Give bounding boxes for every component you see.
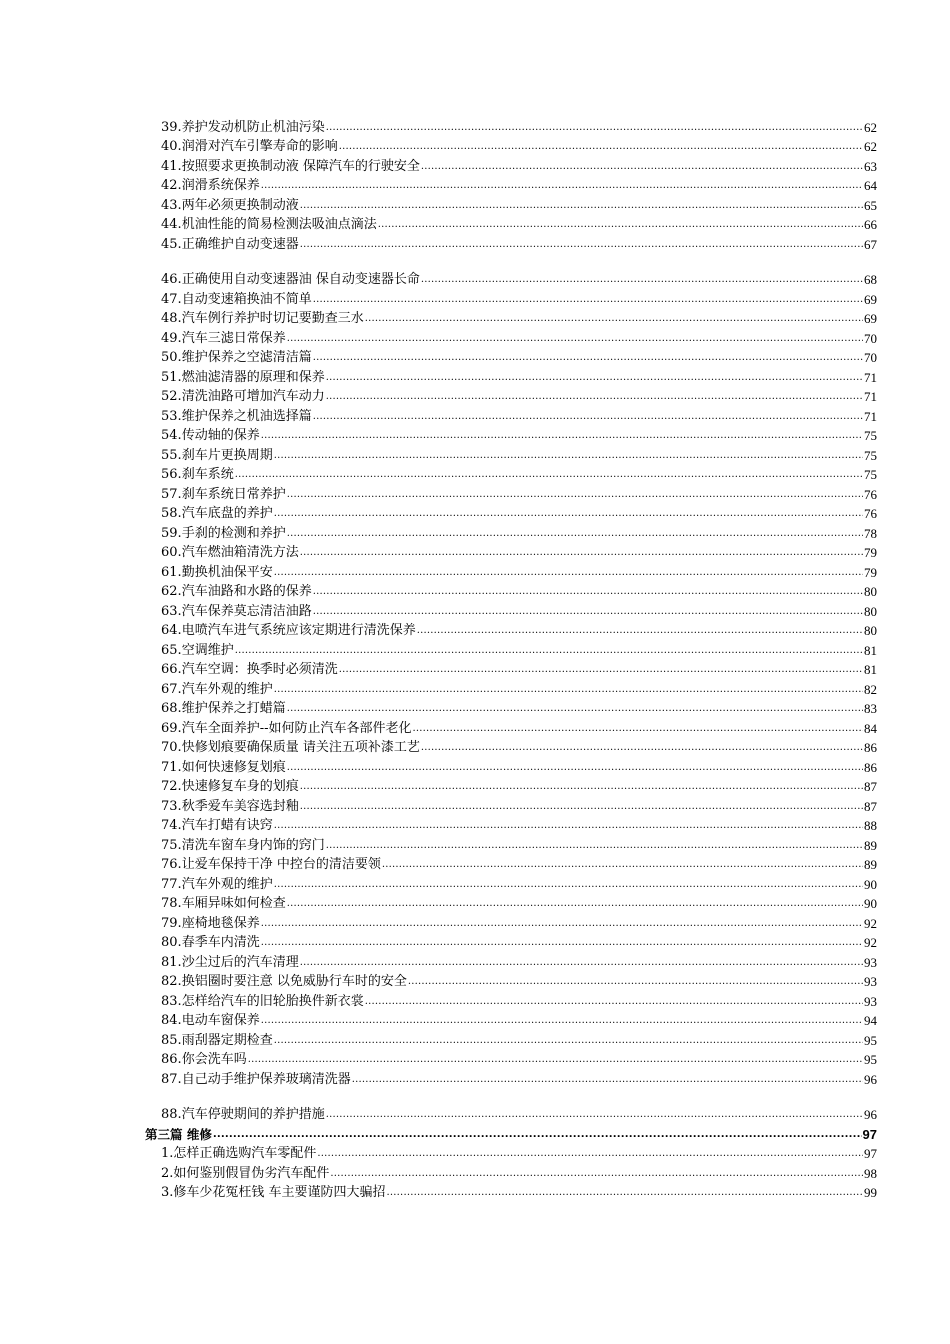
toc-page-number: 99: [864, 1185, 877, 1200]
toc-page-number: 62: [864, 139, 877, 154]
toc-entry-title: 汽车外观的维护: [181, 876, 273, 892]
toc-dot-leader: [352, 1074, 863, 1088]
toc-dot-leader: [274, 684, 863, 698]
toc-dot-leader: [287, 703, 863, 717]
toc-dot-leader: [421, 742, 863, 756]
toc-dot-leader: [313, 294, 863, 308]
toc-entry-number: 63.: [161, 603, 182, 619]
toc-entry-number: 73.: [161, 798, 182, 814]
toc-dot-leader: [378, 219, 863, 233]
toc-entry[interactable]: [161, 912, 877, 932]
toc-entry-title: 清洗车窗车身内饰的窍门: [181, 837, 325, 853]
toc-page-number: 71: [864, 369, 877, 385]
toc-entry[interactable]: [161, 815, 877, 835]
toc-page-number: 70: [864, 350, 877, 365]
toc-dot-leader: [261, 180, 863, 194]
toc-entry-number: 78.: [161, 896, 182, 911]
toc-entry-number: 40.: [161, 139, 182, 154]
toc-page-number: 63: [864, 158, 877, 174]
toc-entry-number: 84.: [161, 1013, 182, 1028]
toc-page-number: 82: [864, 681, 877, 697]
toc-entry-title: 秋季爱车美容选封釉: [181, 798, 299, 814]
toc-dot-leader: [274, 450, 863, 464]
toc-entry-number: 43.: [161, 197, 182, 213]
toc-entry-title: 汽车全面养护--如何防止汽车各部件老化: [181, 720, 412, 736]
toc-dot-leader: [313, 411, 863, 425]
toc-dot-leader: [300, 801, 863, 815]
toc-entry-number: 52.: [161, 389, 182, 404]
toc-entry-title: 车厢异味如何检查: [181, 896, 286, 911]
toc-entry[interactable]: [161, 308, 877, 328]
toc-entry-title: 第三篇 维修: [145, 1126, 212, 1142]
toc-page-number: 89: [864, 837, 877, 853]
toc-page-number: 80: [864, 584, 877, 599]
toc-entry[interactable]: [161, 717, 877, 737]
toc-dot-leader: [317, 1148, 863, 1162]
toc-page-number: 80: [864, 623, 877, 638]
toc-dot-leader: [235, 469, 863, 483]
toc-entry-title: 汽车停驶期间的养护措施: [181, 1107, 325, 1122]
toc-dot-leader: [382, 859, 863, 873]
toc-entry[interactable]: [161, 1010, 877, 1030]
toc-dot-leader: [387, 1187, 863, 1201]
toc-entry-title: 沙尘过后的汽车清理: [181, 954, 299, 970]
toc-entry-title: 空调维护: [181, 642, 234, 658]
toc-entry-title: 清洗油路可增加汽车动力: [181, 389, 325, 404]
toc-dot-leader: [235, 645, 863, 659]
toc-dot-leader: [421, 274, 863, 288]
toc-entry-title: 按照要求更换制动液 保障汽车的行驶安全: [181, 158, 420, 174]
toc-entry-title: 座椅地毯保养: [181, 915, 260, 931]
toc-entry-title: 汽车保养莫忘清洁油路: [181, 603, 312, 619]
toc-entry[interactable]: [161, 795, 877, 815]
toc-entry-title: 电喷汽车进气系统应该定期进行清洗保养: [181, 623, 416, 638]
toc-dot-leader: [408, 976, 863, 990]
toc-entry[interactable]: [161, 386, 877, 406]
toc-dot-leader: [261, 937, 863, 951]
toc-entry[interactable]: [161, 678, 877, 698]
toc-entry-number: 88.: [161, 1107, 182, 1122]
toc-page-number: 96: [864, 1071, 877, 1087]
toc-entry-number: 45.: [161, 236, 182, 252]
toc-entry-number: 60.: [161, 545, 182, 560]
toc-entry[interactable]: [161, 136, 877, 156]
toc-entry[interactable]: [161, 288, 877, 308]
toc-entry[interactable]: [161, 405, 877, 425]
toc-page-number: 76: [864, 486, 877, 502]
toc-entry[interactable]: [161, 776, 877, 796]
toc-entry[interactable]: [161, 522, 877, 542]
toc-entry[interactable]: [161, 233, 877, 253]
toc-entry-title: 换铝圈时要注意 以免威胁行车时的安全: [181, 974, 407, 989]
toc-entry-title: 刹车系统: [181, 467, 234, 482]
toc-dot-leader: [213, 1129, 862, 1143]
toc-dot-leader: [274, 1035, 863, 1049]
toc-entry-title: 修车少花冤枉钱 车主要谨防四大骗招: [173, 1185, 386, 1200]
toc-entry[interactable]: [161, 175, 877, 195]
toc-page-number: 71: [864, 408, 877, 424]
toc-page-number: 87: [864, 798, 877, 814]
toc-page-number: 97: [862, 1126, 877, 1142]
toc-page-number: 90: [864, 876, 877, 892]
toc-entry-title: 维护保养之机油选择篇: [181, 408, 312, 424]
toc-entry-title: 春季车内清洗: [181, 935, 260, 950]
toc-page-number: 81: [864, 642, 877, 658]
toc-entry-number: 55.: [161, 447, 182, 463]
toc-dot-leader: [300, 239, 863, 253]
toc-page-number: 93: [864, 993, 877, 1009]
toc-entry-number: 71.: [161, 759, 182, 775]
toc-entry-number: 62.: [161, 584, 182, 599]
toc-entry[interactable]: [161, 581, 877, 601]
toc-entry-number: 74.: [161, 818, 182, 833]
toc-entry[interactable]: [161, 854, 877, 874]
toc-entry-title: 汽车底盘的养护: [181, 506, 273, 521]
toc-entry[interactable]: [161, 932, 877, 952]
toc-entry-number: 86.: [161, 1052, 182, 1067]
toc-entry-title: 正确使用自动变速器油 保自动变速器长命: [181, 272, 420, 287]
toc-entry-title: 汽车打蜡有诀窍: [181, 818, 273, 833]
toc-dot-leader: [274, 567, 863, 581]
toc-dot-leader: [339, 664, 863, 678]
toc-entry-number: 59.: [161, 525, 182, 541]
toc-page-number: 65: [864, 197, 877, 213]
toc-entry-title: 怎样正确选购汽车零配件: [173, 1146, 317, 1161]
toc-entry-title: 手刹的检测和养护: [181, 525, 286, 541]
toc-dot-leader: [261, 918, 863, 932]
toc-page-number: 94: [864, 1013, 877, 1028]
toc-dot-leader: [326, 122, 863, 136]
toc-entry-number: 76.: [161, 857, 182, 872]
toc-entry-number: 68.: [161, 701, 182, 716]
toc-page-number: 75: [864, 447, 877, 463]
toc-dot-leader: [365, 996, 863, 1010]
toc-entry-title: 刹车系统日常养护: [181, 486, 286, 502]
toc-entry[interactable]: [161, 737, 877, 757]
toc-page-number: 89: [864, 857, 877, 872]
toc-entry-number: 54.: [161, 428, 182, 443]
toc-entry-number: 75.: [161, 837, 182, 853]
toc-entry[interactable]: [161, 155, 877, 175]
toc-page-number: 98: [864, 1165, 877, 1181]
toc-entry-number: 85.: [161, 1032, 182, 1048]
toc-dot-leader: [417, 625, 863, 639]
toc-page-number: 70: [864, 330, 877, 346]
toc-page-number: 66: [864, 217, 877, 232]
toc-entry[interactable]: [161, 503, 877, 523]
toc-dot-leader: [248, 1054, 863, 1068]
toc-entry-title: 维护保养之空滤清洁篇: [181, 350, 312, 365]
toc-page-number: 88: [864, 818, 877, 833]
toc-entry-number: 83.: [161, 993, 182, 1009]
toc-page-number: 90: [864, 896, 877, 911]
toc-entry-title: 润滑系统保养: [181, 178, 260, 193]
toc-entry-title: 两年必须更换制动液: [181, 197, 299, 213]
toc-entry-title: 维护保养之打蜡篇: [181, 701, 286, 716]
toc-entry-title: 汽车例行养护时切记要勤查三水: [181, 311, 364, 326]
toc-entry-title: 燃油滤清器的原理和保养: [181, 369, 325, 385]
toc-entry[interactable]: [161, 1104, 877, 1124]
toc-entry[interactable]: [161, 600, 877, 620]
toc-entry-title: 汽车空调：换季时必须清洗: [181, 662, 338, 677]
toc-entry[interactable]: [161, 561, 877, 581]
toc-entry-number: 3.: [161, 1185, 174, 1200]
toc-page-number: 68: [864, 272, 877, 287]
toc-dot-leader: [287, 333, 863, 347]
toc-entry[interactable]: [161, 1068, 877, 1088]
toc-page-number: 93: [864, 954, 877, 970]
toc-entry[interactable]: [161, 347, 877, 367]
toc-page-number: 78: [864, 525, 877, 541]
toc-entry-number: 47.: [161, 291, 182, 307]
toc-dot-leader: [287, 489, 863, 503]
toc-entry-title: 快修划痕要确保质量 请关注五项补漆工艺: [181, 740, 420, 755]
toc-entry-number: 66.: [161, 662, 182, 677]
toc-dot-leader: [330, 1168, 863, 1182]
toc-entry-number: 56.: [161, 467, 182, 482]
toc-entry[interactable]: [161, 1029, 877, 1049]
toc-entry[interactable]: [161, 951, 877, 971]
toc-entry-title: 润滑对汽车引擎寿命的影响: [181, 139, 338, 154]
toc-entry[interactable]: [161, 366, 877, 386]
toc-entry-number: 81.: [161, 954, 182, 970]
toc-dot-leader: [326, 840, 863, 854]
toc-entry[interactable]: [161, 214, 877, 234]
toc-section-heading[interactable]: [145, 1123, 877, 1143]
toc-page-number: 79: [864, 545, 877, 560]
toc-dot-leader: [313, 606, 863, 620]
toc-entry-title: 你会洗车吗: [181, 1052, 247, 1067]
toc-entry-number: 1.: [161, 1146, 174, 1161]
toc-dot-leader: [261, 1015, 863, 1029]
toc-dot-leader: [365, 313, 863, 327]
toc-entry[interactable]: [161, 834, 877, 854]
toc-page-number: 79: [864, 564, 877, 580]
toc-entry-title: 电动车窗保养: [181, 1013, 260, 1028]
toc-entry-title: 自己动手维护保养玻璃清洗器: [181, 1071, 351, 1087]
toc-page-number: 86: [864, 740, 877, 755]
toc-dot-leader: [261, 430, 863, 444]
toc-entry-title: 汽车三滤日常保养: [181, 330, 286, 346]
toc-entry[interactable]: [161, 116, 877, 136]
toc-entry[interactable]: [161, 444, 877, 464]
toc-entry-title: 快速修复车身的划痕: [181, 779, 299, 794]
toc-entry[interactable]: [161, 990, 877, 1010]
toc-entry-number: 57.: [161, 486, 182, 502]
toc-dot-leader: [412, 723, 863, 737]
toc-entry-number: 80.: [161, 935, 182, 950]
toc-entry-number: 77.: [161, 876, 182, 892]
toc-page-number: 95: [864, 1052, 877, 1067]
toc-entry-title: 养护发动机防止机油污染: [181, 119, 325, 135]
toc-entry-number: 58.: [161, 506, 182, 521]
toc-entry-title: 汽车外观的维护: [181, 681, 273, 697]
toc-entry-number: 48.: [161, 311, 182, 326]
toc-page-number: 92: [864, 935, 877, 950]
toc-page-number: 81: [864, 662, 877, 677]
toc-entry-number: 67.: [161, 681, 182, 697]
toc-dot-leader: [313, 586, 863, 600]
toc-page-number: 84: [864, 720, 877, 736]
toc-entry-title: 勤换机油保平安: [181, 564, 273, 580]
toc-entry-number: 44.: [161, 217, 182, 232]
toc-entry[interactable]: [161, 620, 877, 640]
toc-entry[interactable]: [161, 194, 877, 214]
toc-entry[interactable]: [161, 1162, 877, 1182]
toc-page-number: 75: [864, 467, 877, 482]
toc-entry-title: 刹车片更换周期: [181, 447, 273, 463]
toc-entry[interactable]: [161, 756, 877, 776]
toc-entry[interactable]: [161, 639, 877, 659]
toc-entry-number: 72.: [161, 779, 182, 794]
toc-dot-leader: [326, 372, 863, 386]
toc-entry[interactable]: [161, 327, 877, 347]
toc-entry-title: 汽车油路和水路的保养: [181, 584, 312, 599]
toc-page-number: 92: [864, 915, 877, 931]
toc-dot-leader: [339, 141, 863, 155]
toc-page-number: 95: [864, 1032, 877, 1048]
toc-dot-leader: [313, 352, 863, 366]
toc-entry-number: 87.: [161, 1071, 182, 1087]
toc-entry-number: 70.: [161, 740, 182, 755]
toc-entry-title: 让爱车保持干净 中控台的清洁要领: [181, 857, 381, 872]
toc-dot-leader: [287, 762, 863, 776]
toc-entry-number: 42.: [161, 178, 182, 193]
toc-dot-leader: [274, 820, 863, 834]
table-of-contents: [0, 116, 950, 1201]
toc-entry-title: 如何快速修复划痕: [181, 759, 286, 775]
toc-entry-number: 41.: [161, 158, 182, 174]
toc-entry[interactable]: [161, 971, 877, 991]
toc-dot-leader: [326, 391, 863, 405]
toc-entry-number: 65.: [161, 642, 182, 658]
toc-entry[interactable]: [161, 659, 877, 679]
toc-dot-leader: [274, 879, 863, 893]
toc-entry-number: 50.: [161, 350, 182, 365]
toc-entry-number: 51.: [161, 369, 182, 385]
toc-page-number: 87: [864, 779, 877, 794]
toc-entry[interactable]: [161, 483, 877, 503]
toc-entry[interactable]: [161, 873, 877, 893]
toc-entry-title: 传动轴的保养: [181, 428, 260, 443]
toc-dot-leader: [300, 781, 863, 795]
toc-entry[interactable]: [161, 1182, 877, 1202]
toc-dot-leader: [421, 161, 863, 175]
toc-page-number: 64: [864, 178, 877, 193]
toc-page-number: 71: [864, 389, 877, 404]
toc-dot-leader: [300, 957, 863, 971]
toc-entry[interactable]: [161, 893, 877, 913]
toc-dot-leader: [300, 547, 863, 561]
toc-entry[interactable]: [161, 464, 877, 484]
toc-entry-title: 雨刮器定期检查: [181, 1032, 273, 1048]
toc-dot-leader: [326, 1109, 863, 1123]
toc-page-number: 69: [864, 311, 877, 326]
toc-entry-number: 49.: [161, 330, 182, 346]
toc-page-number: 86: [864, 759, 877, 775]
toc-page-number: 76: [864, 506, 877, 521]
toc-entry-number: 69.: [161, 720, 182, 736]
toc-dot-leader: [274, 508, 863, 522]
toc-entry-number: 79.: [161, 915, 182, 931]
toc-entry[interactable]: [161, 542, 877, 562]
toc-dot-leader: [300, 200, 863, 214]
toc-entry-number: 64.: [161, 623, 182, 638]
toc-entry[interactable]: [161, 698, 877, 718]
toc-page-number: 62: [864, 119, 877, 135]
toc-page-number: 97: [864, 1146, 877, 1161]
toc-entry-title: 自动变速箱换油不简单: [181, 291, 312, 307]
toc-page-number: 93: [864, 974, 877, 989]
toc-page-number: 80: [864, 603, 877, 619]
toc-entry-number: 82.: [161, 974, 182, 989]
toc-dot-leader: [287, 898, 863, 912]
toc-entry-number: 61.: [161, 564, 182, 580]
toc-entry-title: 如何鉴别假冒伪劣汽车配件: [173, 1165, 330, 1181]
toc-dot-leader: [287, 528, 863, 542]
toc-entry[interactable]: [161, 1049, 877, 1069]
toc-entry[interactable]: [161, 425, 877, 445]
toc-entry-number: 39.: [161, 119, 182, 135]
toc-page-number: 69: [864, 291, 877, 307]
toc-page-number: 75: [864, 428, 877, 443]
toc-entry-number: 2.: [161, 1165, 174, 1181]
toc-page-number: 96: [864, 1107, 877, 1122]
toc-entry-number: 53.: [161, 408, 182, 424]
toc-entry-title: 怎样给汽车的旧轮胎换件新衣裳: [181, 993, 364, 1009]
toc-entry[interactable]: [161, 1143, 877, 1163]
toc-entry-number: 46.: [161, 272, 182, 287]
toc-entry-title: 机油性能的简易检测法吸油点滴法: [181, 217, 377, 232]
toc-entry-title: 正确维护自动变速器: [181, 236, 299, 252]
toc-page-number: 83: [864, 701, 877, 716]
toc-page-number: 67: [864, 236, 877, 252]
toc-entry-title: 汽车燃油箱清洗方法: [181, 545, 299, 560]
toc-entry[interactable]: [161, 269, 877, 289]
